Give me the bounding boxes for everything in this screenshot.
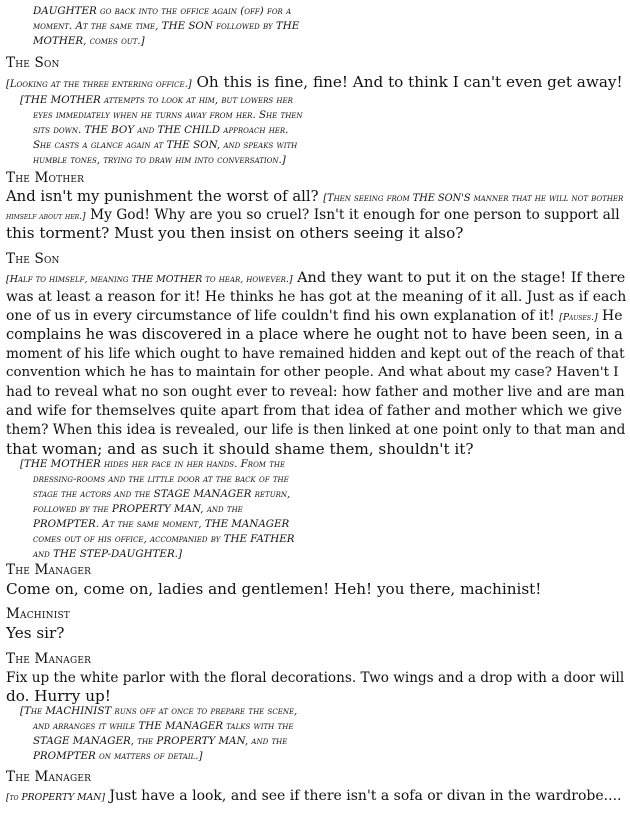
speaker-name: The Manager [6, 562, 92, 578]
stage-direction-line: humble tones, trying to draw him into conversation.] [33, 154, 286, 166]
dialogue-line: do. Hurry up! [6, 687, 111, 705]
stage-direction-line: dressing-rooms and the little door at the back of the [33, 473, 289, 485]
stage-direction [20, 93, 320, 168]
stage-direction-line: She casts a glance again at THE SON, and speaks with [33, 139, 298, 151]
dialogue-line: Come on, come on, ladies and gentlemen! Heh! you there, machinist! [6, 580, 542, 598]
stage-direction-line: DAUGHTER go back into the office again (off) for a [33, 5, 292, 17]
dialogue-line [6, 786, 621, 808]
speaker-name: Machinist [6, 606, 71, 622]
inline-stage-direction: [to PROPERTY MAN] [6, 792, 105, 803]
stage-direction-line: followed by the PROPERTY MAN, and the [33, 503, 243, 515]
stage-direction [20, 704, 320, 764]
speaker-name: The Son [6, 55, 60, 71]
stage-direction-line: [THE MOTHER attempts to look at him, but lowers her [20, 94, 293, 106]
stage-direction-line: [THE MOTHER hides her face in her hands. From the [20, 458, 286, 470]
stage-direction-line: STAGE MANAGER, the PROPERTY MAN, and the [33, 735, 288, 747]
inline-stage-direction: [Half to himself, meaning THE MOTHER to hear, however.] [6, 274, 293, 285]
speaker-name: The Manager [6, 651, 92, 667]
dialogue-line: Fix up the white parlor with the floral decorations. Two wings and a drop with a door will [6, 670, 625, 686]
stage-direction-line: PROMPTER on matters of detail.] [33, 750, 203, 762]
dialogue-line: moment of his life which ought to have remained hidden and kept out of the reach of that [6, 346, 625, 362]
dialogue-line: Yes sir? [6, 624, 65, 642]
stage-direction-line: moment. At the same time, THE SON followed by THE [33, 20, 300, 32]
stage-direction-line: sits down. THE BOY and THE CHILD approach her. [33, 124, 289, 136]
stage-direction-line: and arranges it while THE MANAGER talks with the [33, 720, 294, 732]
dialogue-line: this torment? Must you then insist on others seeing it also? [6, 224, 464, 242]
dialogue-line: had to reveal what no son ought ever to reveal: how father and mother live and are man [6, 384, 625, 400]
dialogue-text: My God! Why are you so cruel? Isn't it enough for one person to support all [85, 207, 620, 223]
stage-direction-line: stage the actors and the STAGE MANAGER return, [33, 488, 291, 500]
inline-stage-direction: [Then seeing from THE SON'S manner that he will not bother [323, 193, 624, 204]
dialogue-text: And they want to put it on the stage! If there [292, 270, 626, 286]
dialogue-line: was at least a reason for it! He thinks he has got at the meaning of it all. Just as if each [6, 289, 627, 305]
stage-direction [20, 457, 320, 562]
stage-direction-line: [The MACHINIST runs off at once to prepare the scene, [20, 705, 298, 717]
stage-direction-line: eyes immediately when he turns away from her. She then [33, 109, 303, 121]
dialogue-line: convention which he has to maintain for other people. And what about my case? Haven't I [6, 365, 619, 380]
inline-stage-direction: himself about her.] [6, 212, 86, 222]
speaker-name: The Mother [6, 170, 85, 186]
dialogue-text: one of us in every circumstance of life couldn't find his own explanation of it! [6, 308, 560, 324]
stage-direction-continued [33, 4, 333, 49]
dialogue-line: and wife for themselves quite apart from that idea of father and mother which we give [6, 403, 623, 419]
dialogue-text: Just have a look, and see if there isn't a sofa or divan in the wardrobe.... [104, 788, 622, 804]
speaker-name: The Manager [6, 769, 92, 785]
dialogue-line: that woman; and as such it should shame them, shouldn't it? [6, 440, 474, 458]
dialogue-line [6, 72, 623, 95]
dialogue-text: Oh this is fine, fine! And to think I can't even get away! [191, 73, 623, 91]
stage-direction-line: comes out of his office, accompanied by THE FATHER [33, 533, 295, 545]
stage-direction-line: and THE STEP-DAUGHTER.] [33, 548, 182, 560]
speaker-name: The Son [6, 251, 60, 267]
stage-direction-line: PROMPTER. At the same moment, THE MANAGER [33, 518, 290, 530]
dialogue-line: them? When this idea is revealed, our life is then linked at one point only to that man and [6, 422, 626, 438]
stage-direction-line: MOTHER, comes out.] [33, 35, 145, 47]
dialogue-text: He [597, 308, 623, 324]
inline-stage-direction: [Pauses.] [559, 312, 598, 323]
inline-stage-direction: [Looking at the three entering office.] [6, 79, 192, 90]
dialogue-text: And isn't my punishment the worst of all? [6, 188, 324, 205]
dialogue-line: complains he was discovered in a place where he ought not to have been seen, in a [6, 326, 623, 343]
